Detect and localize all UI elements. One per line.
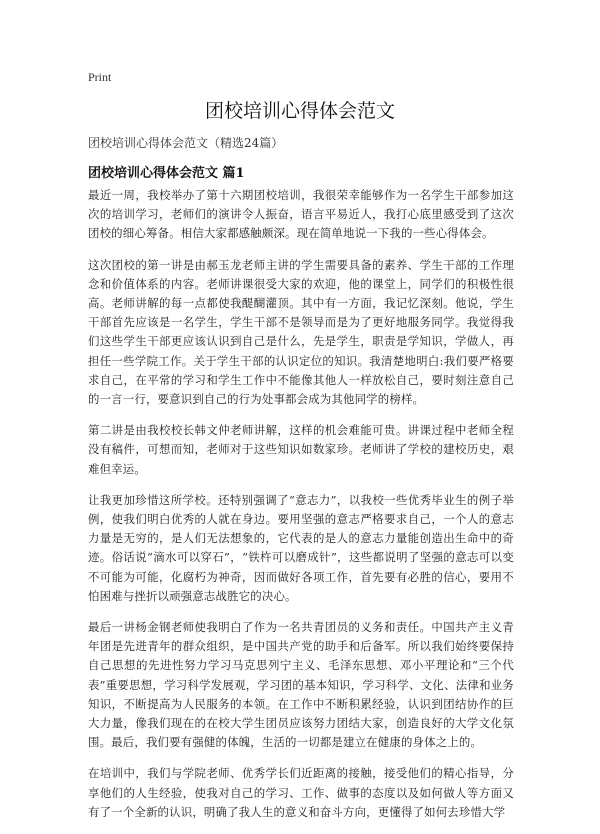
section-heading: 团校培训心得体会范文 篇1	[88, 166, 245, 181]
paragraph-6: 在培训中，我们与学院老师、优秀学长们近距离的接触，接受他们的精心指导，分享他们的人生经验，使我对自己的学习、工作、做事的态度以及如何做人等方面又有了一个全新的认识，明确了我人生的意义和奋斗方向，更懂得了如何去珍惜大学	[88, 766, 514, 819]
paragraph-5: 最后一讲杨金钢老师使我明白了作为一名共青团员的义务和责任。中国共产主义青年团是先进青年的群众组织，是中国共产党的助手和后备军。所以我们始终要保持自己思想的先进性努力学习马克思列宁主义、毛泽东思想、邓小平理论和“三个代表”重要思想，学习科学发展观，学习团的基本知识，学习科学、文化、法律和业务知识，不断提高为人民服务的本领。在工作中不断积累经验，认识到团结协作的巨大力量，像我们现在的在校大学生团员应该努力团结大家，创造良好的大学文化氛围。最后，我们要有强健的体魄，生活的一切都是建立在健康的身体之上的。	[88, 620, 514, 750]
print-link[interactable]: Print	[88, 70, 112, 84]
paragraph-1: 最近一周，我校举办了第十六期团校培训，我很荣幸能够作为一名学生干部参加这次的培训学习，老师们的演讲令人振奋，语言平易近人，我打心底里感受到了这次团校的细心筹备。相信大家都感触颇深。现在简单地说一下我的一些心得体会。	[88, 188, 514, 241]
paragraph-4: 让我更加珍惜这所学校。还特别强调了“意志力”，以我校一些优秀毕业生的例子举例，使我们明白优秀的人就在身边。要用坚强的意志严格要求自己，一个人的意志力量是无穷的，是人们无法想象的，它代表的是人的意志力量能创造出生命中的奇迹。俗话说“滴水可以穿石”，“铁杵可以磨成针”，这些都说明了坚强的意志可以变不可能为可能，化腐朽为神奇，因而做好各项工作，首先要有必胜的信心，要用不怕困难与挫折以顽强意志战胜它的决心。	[88, 492, 514, 603]
page-title: 团校培训心得体会范文	[204, 100, 395, 122]
article-body	[88, 186, 514, 834]
paragraph-2: 这次团校的第一讲是由郝玉龙老师主讲的学生需要具备的素养、学生干部的工作理念和价值体系的内容。老师讲课很受大家的欢迎，他的课堂上，同学们的积极性很高。老师讲解的每一点都使我醍醐灌顶。其中有一方面，我记忆深刻。他说，学生干部首先应该是一名学生，学生干部不是领导而是为了更好地服务同学。我觉得我们这些学生干部更应该认识到自己是什么，先是学生，职责是学知识，学做人，再担任一些学院工作。关于学生干部的认识定位的知识。我清楚地明白:我们要严格要求自己，在平常的学习和学生工作中不能像其他人一样放松自己，要时刻注意自己的一言一行，要意识到自己的行为处事都会成为其他同学的榜样。	[88, 257, 514, 407]
paragraph-3: 第二讲是由我校校长韩文仲老师讲解，这样的机会难能可贵。讲课过程中老师全程没有稿件，可想而知，老师对于这些知识如数家珍。老师讲了学校的建校历史，艰难但幸运。	[88, 423, 514, 476]
document-subtitle: 团校培训心得体会范文（精选24篇）	[88, 136, 284, 150]
